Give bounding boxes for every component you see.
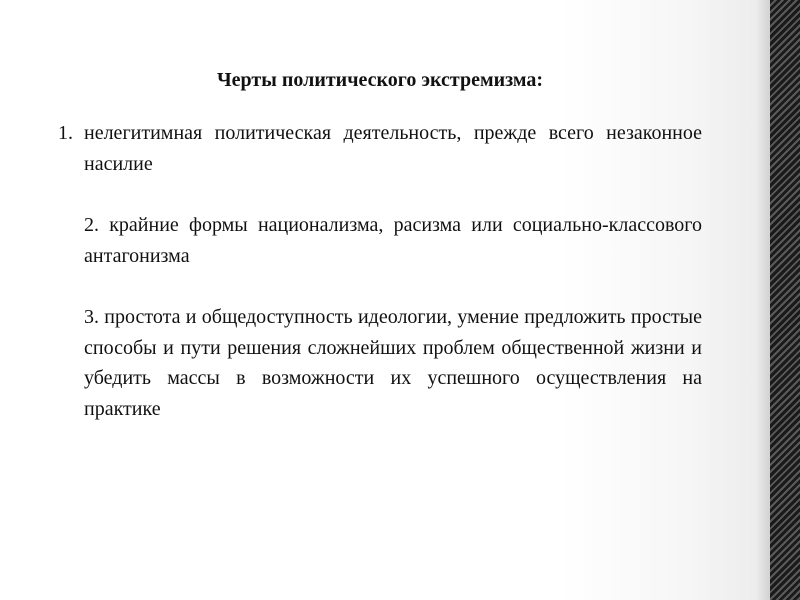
list-number-1: 1. <box>58 122 73 144</box>
list-item-1-text: нелегитимная политическая деятельность, прежде всего незаконное насилие <box>84 122 702 175</box>
list-item-3: 3. простота и общедоступность идеологии, умение предложить простые способы и пути решения сложнейших проблем общественной жизни и убедить массы в возможности их успешного осуществления на практике <box>84 306 702 420</box>
decorative-border <box>770 0 800 600</box>
spacer <box>58 179 702 210</box>
slide-content <box>58 64 702 424</box>
spacer <box>58 271 702 302</box>
list-item-1 <box>58 118 702 179</box>
slide-edge-shadow <box>756 0 770 600</box>
slide-title: Черты политического экстремизма: <box>217 69 543 91</box>
list-item-2: 2. крайние формы национализма, расизма или социально-классового антагонизма <box>84 214 702 267</box>
